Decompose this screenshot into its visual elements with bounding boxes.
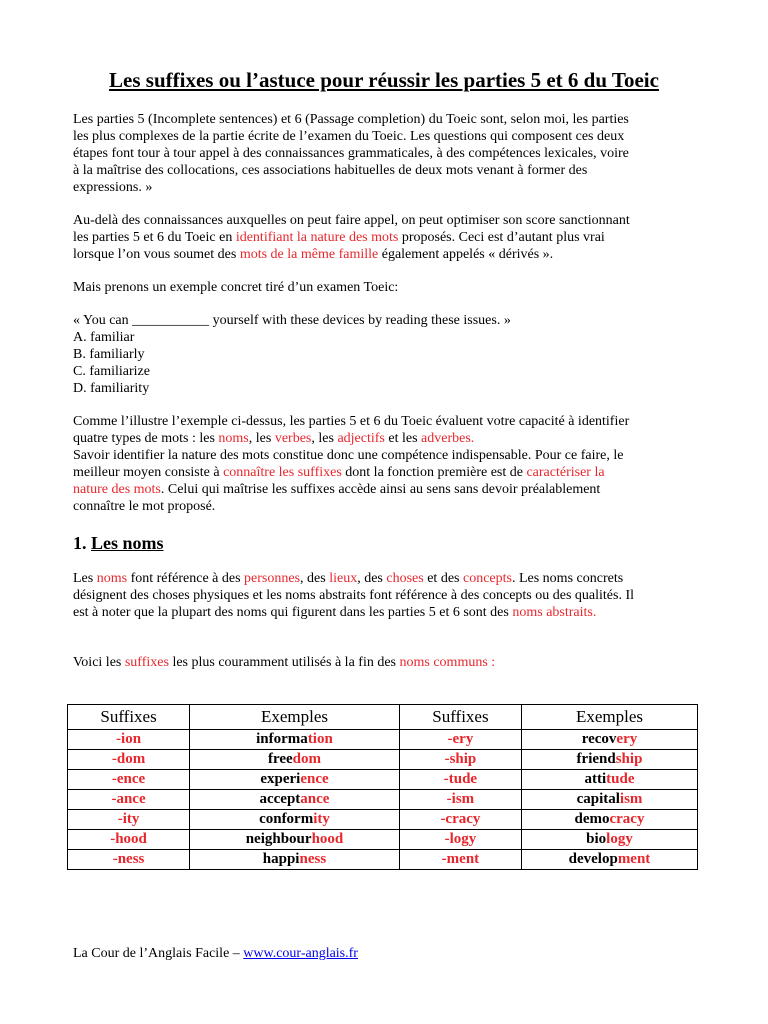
- text-span: meilleur moyen consiste à: [73, 465, 224, 480]
- highlight-text: noms: [218, 431, 249, 446]
- table-row: [68, 770, 698, 790]
- example-suffix: ity: [313, 811, 330, 827]
- suffix-cell: [68, 770, 190, 790]
- question-text: « You can ___________ yourself with these devices by reading these issues. »: [73, 313, 511, 328]
- example-cell: [190, 790, 400, 810]
- text-span: et des: [423, 571, 463, 586]
- text-span: Voici les: [73, 655, 125, 670]
- example-cell: [521, 770, 697, 790]
- text-span: quatre types de mots : les: [73, 431, 219, 446]
- text-line: étapes font tour à tour appel à des connaissances grammaticales, à des compétences lexicales, voire: [73, 146, 629, 161]
- example-suffix: ment: [617, 851, 651, 867]
- text-span: , des: [357, 571, 387, 586]
- example-suffix: ism: [619, 791, 643, 807]
- table-header-row: [68, 705, 698, 730]
- example-cell: [521, 830, 697, 850]
- highlight-text: noms communs: [399, 655, 488, 670]
- suffix-table: [67, 704, 698, 870]
- text-span: les plus couramment utilisés à la fin des: [168, 655, 400, 670]
- suffix-text: -ism: [446, 791, 475, 807]
- suffix-text: -logy: [444, 831, 477, 847]
- example-stem: atti: [584, 771, 607, 787]
- column-header: Suffixes: [68, 705, 190, 730]
- table-row: [68, 850, 698, 870]
- example-suffix: ship: [615, 751, 643, 767]
- example-stem: happi: [262, 851, 300, 867]
- table-row: [68, 790, 698, 810]
- text-line: [73, 430, 698, 447]
- suffix-text: -ship: [444, 751, 477, 767]
- suffix-cell: [68, 790, 190, 810]
- example-cell: [521, 810, 697, 830]
- highlight-text: noms abstraits: [512, 605, 593, 620]
- highlight-text: adverbes: [421, 431, 471, 446]
- text-line: Au-delà des connaissances auxquelles on peut faire appel, on peut optimiser son score sanctionnant: [73, 213, 630, 228]
- text-line: Comme l’illustre l’exemple ci-dessus, les parties 5 et 6 du Toeic évaluent votre capacité à identifier: [73, 414, 630, 429]
- example-stem: experi: [260, 771, 301, 787]
- suffix-text: -ness: [112, 851, 145, 867]
- text-span: . Celui qui maîtrise les suffixes accède ainsi au sens sans devoir préalablement: [160, 482, 601, 497]
- column-header: Exemples: [521, 705, 697, 730]
- example-suffix: cracy: [609, 811, 645, 827]
- text-line: les plus complexes de la partie écrite de l’examen du Toeic. Les questions qui composent ces deux: [73, 129, 625, 144]
- text-span: font référence à des: [127, 571, 245, 586]
- suffix-text: -ion: [116, 731, 142, 747]
- example-stem: conform: [259, 811, 314, 827]
- highlight-text: noms: [96, 571, 128, 586]
- example-suffix: ence: [300, 771, 329, 787]
- suffix-cell: [399, 850, 521, 870]
- example-intro: Mais prenons un exemple concret tiré d’un examen Toeic:: [73, 280, 399, 295]
- highlight-text: nature des mots: [73, 482, 161, 497]
- highlight-text: concepts: [462, 571, 512, 586]
- column-header: Suffixes: [399, 705, 521, 730]
- example-suffix: tion: [307, 731, 333, 747]
- text-span: .: [470, 431, 475, 446]
- nouns-paragraph: [73, 570, 698, 621]
- text-line: [73, 229, 698, 246]
- example-cell: [190, 810, 400, 830]
- suffix-cell: [68, 750, 190, 770]
- highlight-text: caractériser la: [526, 465, 605, 480]
- text-span: et les: [384, 431, 422, 446]
- example-cell: [190, 850, 400, 870]
- suffix-text: -ity: [117, 811, 140, 827]
- example-cell: [521, 850, 697, 870]
- suffix-text: -cracy: [440, 811, 481, 827]
- table-row: [68, 830, 698, 850]
- table-row: [68, 730, 698, 750]
- example-suffix: dom: [292, 751, 321, 767]
- highlight-text: lieux: [329, 571, 358, 586]
- suffix-text: -hood: [110, 831, 147, 847]
- table-body: [68, 730, 698, 870]
- example-stem: friend: [576, 751, 616, 767]
- suffix-text: -tude: [443, 771, 478, 787]
- intro-paragraph: [73, 111, 698, 196]
- answer-option: C. familiarize: [73, 364, 150, 379]
- answer-option: D. familiarity: [73, 381, 150, 396]
- example-cell: [521, 790, 697, 810]
- example-suffix: tude: [606, 771, 635, 787]
- text-line: [73, 481, 698, 498]
- suffix-text: -dom: [111, 751, 146, 767]
- example-cell: [190, 830, 400, 850]
- suffix-cell: [68, 730, 190, 750]
- example-suffix: hood: [311, 831, 344, 847]
- highlight-text: choses: [386, 571, 424, 586]
- example-stem: free: [267, 751, 293, 767]
- example-cell: [190, 750, 400, 770]
- text-span: dont la fonction première est de: [341, 465, 527, 480]
- text-line: à la maîtrise des collocations, ces associations habituelles de deux mots venant à former des: [73, 163, 588, 178]
- text-span: les parties 5 et 6 du Toeic en: [73, 230, 236, 245]
- answer-option: A. familiar: [73, 330, 135, 345]
- suffix-text: -ance: [111, 791, 146, 807]
- text-span: , les: [248, 431, 275, 446]
- suffix-cell: [68, 810, 190, 830]
- suffix-cell: [68, 830, 190, 850]
- text-line: [73, 464, 698, 481]
- example-stem: demo: [574, 811, 610, 827]
- answer-option: B. familiarly: [73, 347, 145, 362]
- highlight-text: adjectifs: [337, 431, 385, 446]
- section-number: 1.: [73, 533, 87, 553]
- example-stem: accept: [259, 791, 301, 807]
- text-span: également appelés « dérivés ».: [378, 247, 554, 262]
- highlight-text: verbes: [274, 431, 312, 446]
- suffix-intro: [73, 654, 698, 671]
- text-line: Savoir identifier la nature des mots constitue donc une compétence indispensable. Pour ce faire, le: [73, 448, 624, 463]
- highlight-text: suffixes: [124, 655, 169, 670]
- example-suffix: logy: [606, 831, 633, 847]
- example-suffix: ness: [299, 851, 327, 867]
- table-row: [68, 750, 698, 770]
- text-span: proposés. Ceci est d’autant plus vrai: [398, 230, 605, 245]
- highlight-text: personnes: [244, 571, 301, 586]
- text-span: lorsque l’on vous soumet des: [73, 247, 240, 262]
- example-stem: capital: [576, 791, 620, 807]
- text-line: [73, 604, 698, 621]
- example-suffix: ery: [616, 731, 638, 747]
- text-span: , les: [311, 431, 338, 446]
- website-link[interactable]: www.cour-anglais.fr: [243, 946, 358, 961]
- footer-text: La Cour de l’Anglais Facile –: [73, 946, 244, 961]
- footer: [73, 946, 358, 962]
- text-span: est à noter que la plupart des noms qui figurent dans les parties 5 et 6 sont des: [73, 605, 513, 620]
- suffix-text: -ence: [111, 771, 146, 787]
- section-heading: [73, 533, 164, 554]
- example-cell: [521, 730, 697, 750]
- word-types-paragraph: [73, 413, 698, 515]
- example-cell: [190, 730, 400, 750]
- suffix-cell: [399, 750, 521, 770]
- text-span: .: [592, 605, 597, 620]
- example-stem: bio: [586, 831, 607, 847]
- text-line: expressions. »: [73, 180, 153, 195]
- text-line: [73, 570, 698, 587]
- highlight-text: connaître les suffixes: [223, 465, 342, 480]
- example-cell: [521, 750, 697, 770]
- suffix-text: -ment: [441, 851, 480, 867]
- example-question: [73, 312, 698, 397]
- suffix-cell: [399, 830, 521, 850]
- optimization-paragraph: [73, 212, 698, 263]
- text-span: Les: [73, 571, 97, 586]
- text-line: [73, 246, 698, 263]
- text-span: . Les noms concrets: [511, 571, 624, 586]
- suffix-cell: [68, 850, 190, 870]
- example-stem: develop: [568, 851, 618, 867]
- example-suffix: ance: [300, 791, 330, 807]
- text-line: Les parties 5 (Incomplete sentences) et 6 (Passage completion) du Toeic sont, selon moi, les parties: [73, 112, 629, 127]
- text-line: désignent des choses physiques et les noms abstraits font référence à des concepts ou des qualités. Il: [73, 588, 635, 603]
- highlight-text: identifiant la nature des mots: [235, 230, 399, 245]
- column-header: Exemples: [190, 705, 400, 730]
- highlight-text: mots de la même famille: [239, 247, 379, 262]
- example-cell: [190, 770, 400, 790]
- table-row: [68, 810, 698, 830]
- suffix-cell: [399, 790, 521, 810]
- suffix-cell: [399, 770, 521, 790]
- text-span: :: [487, 655, 496, 670]
- text-span: , des: [300, 571, 330, 586]
- text-line: connaître le mot proposé.: [73, 499, 216, 514]
- example-stem: informa: [256, 731, 308, 747]
- example-stem: neighbour: [245, 831, 312, 847]
- suffix-cell: [399, 810, 521, 830]
- suffix-text: -ery: [447, 731, 474, 747]
- suffix-cell: [399, 730, 521, 750]
- section-title: Les noms: [91, 533, 164, 553]
- example-stem: recov: [581, 731, 617, 747]
- page-title: Les suffixes ou l’astuce pour réussir les parties 5 et 6 du Toeic: [109, 68, 659, 92]
